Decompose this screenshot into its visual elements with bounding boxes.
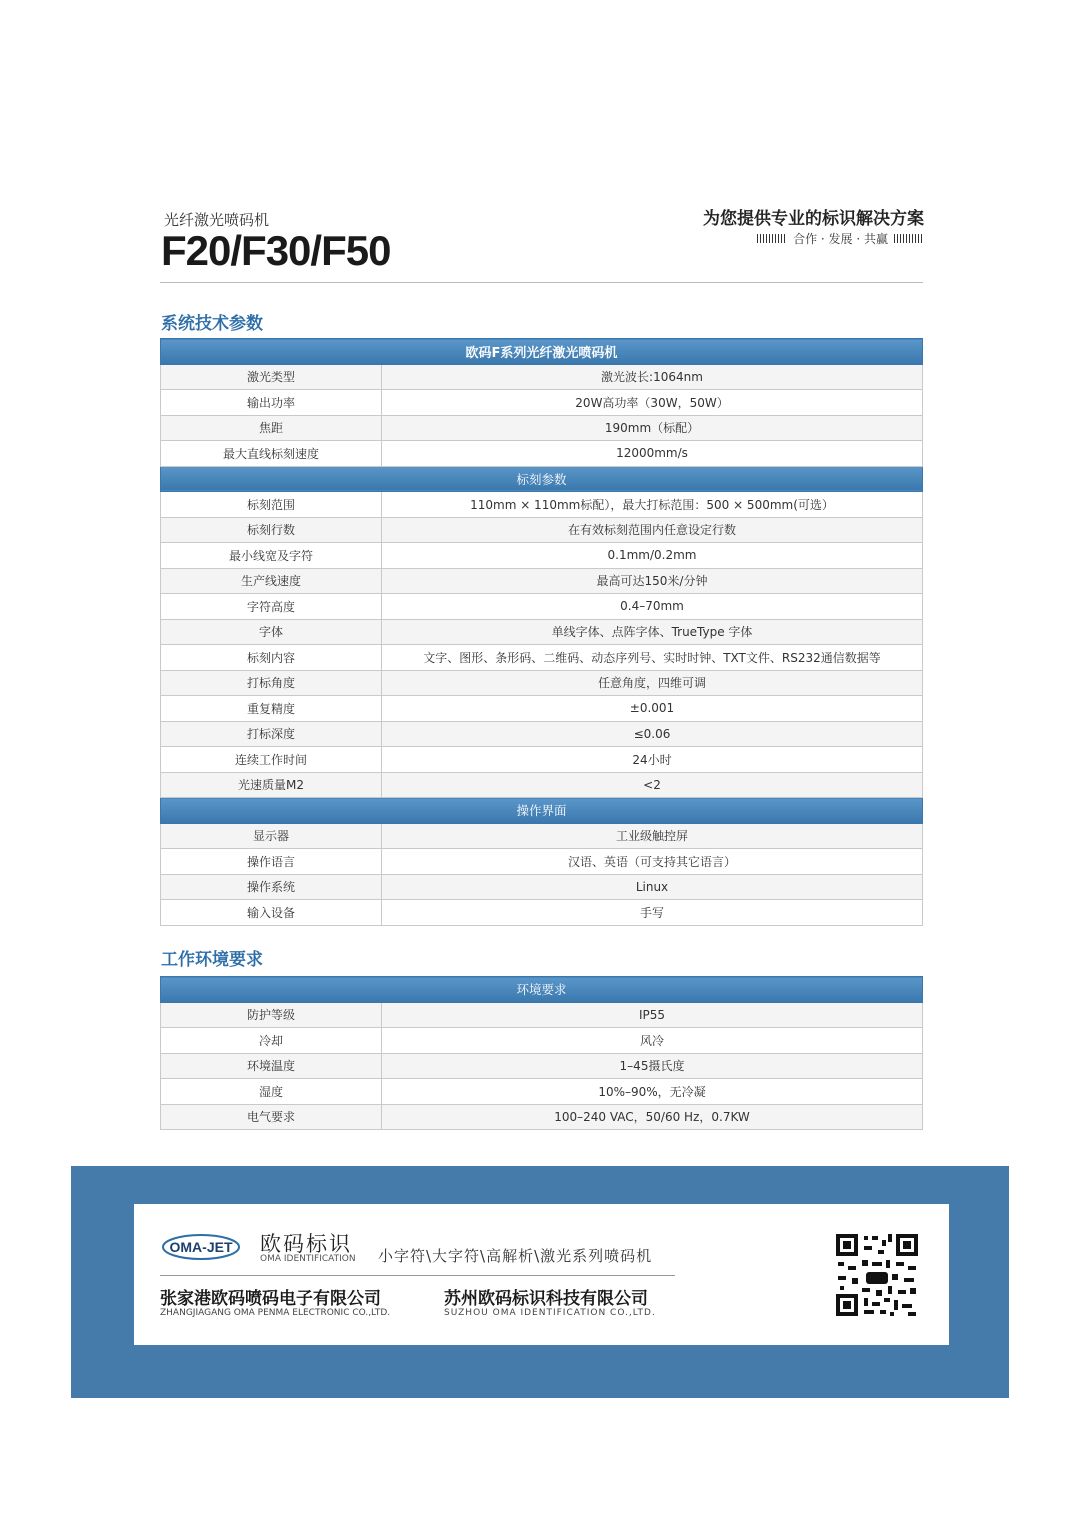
param-value: 在有效标刻范围内任意设定行数 — [382, 517, 923, 543]
table-row — [161, 492, 923, 518]
param-value: 20W高功率（30W，50W） — [382, 390, 923, 416]
param-name: 字体 — [161, 619, 382, 645]
table-group-header: 标刻参数 — [161, 466, 923, 492]
barcode-deco-icon — [757, 234, 787, 243]
table-row — [161, 1002, 923, 1028]
param-name: 防护等级 — [161, 1002, 382, 1028]
param-value: 1–45摄氏度 — [382, 1053, 923, 1079]
param-value: 任意角度，四维可调 — [382, 670, 923, 696]
param-value: 文字、图形、条形码、二维码、动态序列号、实时时钟、TXT文件、RS232通信数据等 — [382, 645, 923, 671]
product-lines: 小字符\大字符\高解析\激光系列喷码机 — [378, 1247, 653, 1265]
param-name: 输出功率 — [161, 390, 382, 416]
param-name: 操作语言 — [161, 849, 382, 875]
table-row — [161, 364, 923, 390]
param-value: 风冷 — [382, 1028, 923, 1054]
param-value: <2 — [382, 772, 923, 798]
table-group-header: 环境要求 — [161, 977, 923, 1003]
param-name: 连续工作时间 — [161, 747, 382, 773]
table-row — [161, 645, 923, 671]
table-group-header: 欧码F系列光纤激光喷码机 — [161, 339, 923, 365]
param-value: 激光波长:1064nm — [382, 364, 923, 390]
param-name: 湿度 — [161, 1079, 382, 1105]
table-row — [161, 747, 923, 773]
product-model: F20/F30/F50 — [161, 227, 391, 274]
param-name: 字符高度 — [161, 594, 382, 620]
param-value: 单线字体、点阵字体、TrueType 字体 — [382, 619, 923, 645]
param-name: 最小线宽及字符 — [161, 543, 382, 569]
brand-name-cn: 欧码标识 — [260, 1232, 352, 1256]
table-row — [161, 900, 923, 926]
param-value: 190mm（标配） — [382, 415, 923, 441]
param-name: 激光类型 — [161, 364, 382, 390]
table-row — [161, 874, 923, 900]
param-name: 操作系统 — [161, 874, 382, 900]
param-name: 环境温度 — [161, 1053, 382, 1079]
param-value: 24小时 — [382, 747, 923, 773]
param-value: 0.1mm/0.2mm — [382, 543, 923, 569]
param-name: 输入设备 — [161, 900, 382, 926]
param-name: 电气要求 — [161, 1104, 382, 1130]
param-name: 标刻行数 — [161, 517, 382, 543]
table-row — [161, 696, 923, 722]
param-name: 焦距 — [161, 415, 382, 441]
param-value: 手写 — [382, 900, 923, 926]
param-value: ±0.001 — [382, 696, 923, 722]
table-row — [161, 415, 923, 441]
param-value: 10%–90%，无冷凝 — [382, 1079, 923, 1105]
table-row — [161, 543, 923, 569]
footer-divider — [160, 1275, 675, 1276]
slogan: 为您提供专业的标识解决方案 — [703, 209, 924, 229]
table-row — [161, 721, 923, 747]
env-spec-table — [160, 976, 923, 1130]
table-row — [161, 390, 923, 416]
table-row — [161, 849, 923, 875]
param-name: 最大直线标刻速度 — [161, 441, 382, 467]
section-title-env: 工作环境要求 — [161, 950, 263, 970]
slogan-sub-text: 合作 · 发展 · 共赢 — [793, 232, 888, 246]
param-value: 汉语、英语（可支持其它语言） — [382, 849, 923, 875]
qr-code-icon — [834, 1232, 920, 1318]
table-row — [161, 1104, 923, 1130]
table-row — [161, 1028, 923, 1054]
svg-text:OMA-JET: OMA-JET — [169, 1239, 233, 1255]
oma-jet-logo-icon — [160, 1226, 242, 1268]
table-group-header: 操作界面 — [161, 798, 923, 824]
table-row — [161, 670, 923, 696]
param-name: 光速质量M2 — [161, 772, 382, 798]
company2-name-en: SUZHOU OMA IDENTIFICATION CO.,LTD. — [444, 1308, 656, 1318]
table-row — [161, 441, 923, 467]
slogan-sub — [757, 230, 924, 247]
param-value: 12000mm/s — [382, 441, 923, 467]
param-value: 0.4–70mm — [382, 594, 923, 620]
header-divider — [160, 282, 923, 283]
company1-name-cn: 张家港欧码喷码电子有限公司 — [160, 1289, 381, 1309]
param-name: 打标角度 — [161, 670, 382, 696]
param-value: Linux — [382, 874, 923, 900]
table-row — [161, 1079, 923, 1105]
param-name: 标刻范围 — [161, 492, 382, 518]
param-name: 重复精度 — [161, 696, 382, 722]
tech-spec-table — [160, 338, 923, 926]
table-row — [161, 568, 923, 594]
param-value: 最高可达150米/分钟 — [382, 568, 923, 594]
product-subtitle: 光纤激光喷码机 — [164, 211, 270, 229]
company1-name-en: ZHANGJIAGANG OMA PENMA ELECTRONIC CO.,LTD. — [160, 1308, 391, 1318]
company2-name-cn: 苏州欧码标识科技有限公司 — [444, 1289, 648, 1309]
table-row — [161, 594, 923, 620]
param-name: 生产线速度 — [161, 568, 382, 594]
param-value: ≤0.06 — [382, 721, 923, 747]
footer-card — [134, 1204, 949, 1345]
param-name: 显示器 — [161, 823, 382, 849]
brand-name-en: OMA IDENTIFICATION — [260, 1254, 356, 1264]
table-row — [161, 517, 923, 543]
param-name: 标刻内容 — [161, 645, 382, 671]
table-row — [161, 1053, 923, 1079]
param-value: 工业级触控屏 — [382, 823, 923, 849]
barcode-deco-icon — [894, 234, 924, 243]
param-name: 冷却 — [161, 1028, 382, 1054]
section-title-tech: 系统技术参数 — [161, 314, 263, 334]
table-row — [161, 823, 923, 849]
table-row — [161, 619, 923, 645]
param-value: IP55 — [382, 1002, 923, 1028]
param-value: 110mm × 110mm标配），最大打标范围：500 × 500mm(可选） — [382, 492, 923, 518]
param-value: 100–240 VAC，50/60 Hz，0.7KW — [382, 1104, 923, 1130]
table-row — [161, 772, 923, 798]
param-name: 打标深度 — [161, 721, 382, 747]
